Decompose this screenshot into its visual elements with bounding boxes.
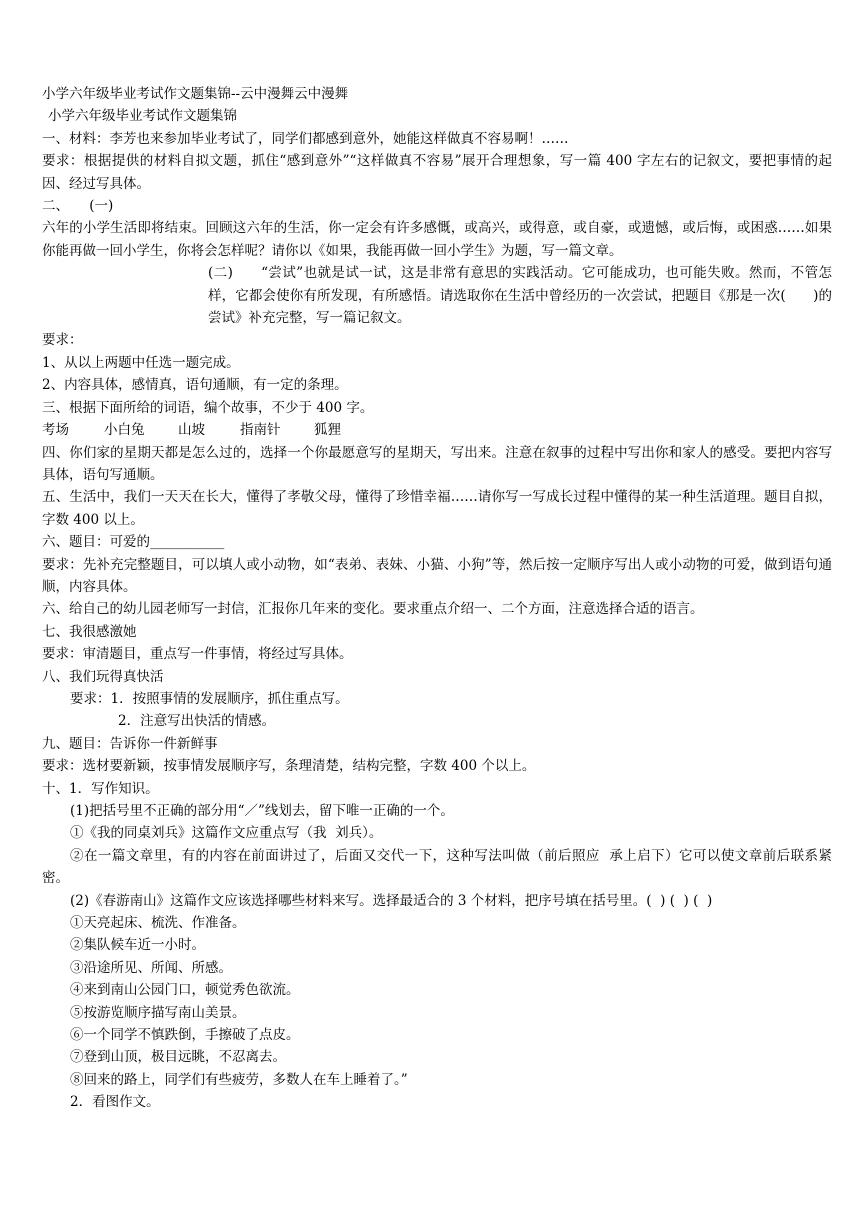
text-line: 四、你们家的星期天都是怎么过的，选择一个你最愿意写的星期天，写出来。注意在叙事的过程中写出你和家人的感受。要把内容写具体，语句写通顺。 bbox=[42, 444, 832, 483]
text-line: 九、题目：告诉你一件新鲜事 bbox=[42, 735, 218, 752]
text-line: ④来到南山公园门口，顿觉秀色欲流。 bbox=[70, 982, 300, 999]
text-line: 六、给自己的幼儿园老师写一封信，汇报你几年来的变化。要求重点介绍一、二个方面，注意选择合适的语言。 bbox=[42, 601, 704, 618]
document-subtitle: 小学六年级毕业考试作文题集锦 bbox=[48, 108, 237, 125]
text-line: ③沿途所见、所闻、所感。 bbox=[70, 959, 232, 976]
text-line: 要求：审清题目，重点写一件事情，将经过写具体。 bbox=[42, 646, 353, 663]
word-list bbox=[42, 419, 832, 441]
text-line: ⑦登到山顶，极目远眺，不忍离去。 bbox=[70, 1049, 286, 1066]
text-line: 要求：先补充完整题目，可以填人或小动物，如“表弟、表妹、小猫、小狗”等，然后按一定顺序写出人或小动物的可爱，做到语句通顺，内容具体。 bbox=[42, 556, 832, 595]
text-line: ①天亮起床、梳洗、作准备。 bbox=[70, 915, 246, 932]
text-line: 三、根据下面所给的词语，编个故事，不少于 400 字。 bbox=[42, 399, 374, 416]
text-line: 七、我很感激她 bbox=[42, 623, 137, 640]
text-line: 2、内容具体，感情真，语句通顺，有一定的条理。 bbox=[42, 377, 348, 394]
text-line: 1、从以上两题中任选一题完成。 bbox=[42, 354, 240, 371]
text-line: ②集队候车近一小时。 bbox=[70, 937, 205, 954]
text-line: 八、我们玩得真快活 bbox=[42, 668, 164, 685]
text-line: 2．看图作文。 bbox=[70, 1094, 160, 1111]
text-line: 十、1．写作知识。 bbox=[42, 780, 159, 797]
text-line: 一、材料：李芳也来参加毕业考试了，同学们都感到意外，她能这样做真不容易啊！…… bbox=[42, 130, 569, 147]
text-line: 要求：1．按照事情的发展顺序，抓住重点写。 bbox=[70, 690, 349, 707]
text-line: ①《我的同桌刘兵》这篇作文应重点写（我 刘兵）。 bbox=[70, 825, 383, 842]
text-line: 五、生活中，我们一天天在长大，懂得了孝敬父母，懂得了珍惜幸福……请你写一写成长过程中懂得的某一种生活道理。题目自拟，字数 400 以上。 bbox=[42, 489, 832, 528]
text-line: ⑧回来的路上，同学们有些疲劳，多数人在车上睡着了。” bbox=[70, 1071, 408, 1088]
document-title: 小学六年级毕业考试作文题集锦--云中漫舞云中漫舞 bbox=[42, 86, 349, 102]
text-line: 要求： bbox=[42, 332, 83, 349]
text-line: (2)《春游南山》这篇作文应该选择哪些材料来写。选择最适合的 3 个材料，把序号填在括号里。( ) ( ) ( ) bbox=[70, 892, 713, 909]
text-line: 六、题目：可爱的___________ bbox=[42, 534, 225, 551]
text-line: (1)把括号里不正确的部分用“／”线划去，留下唯一正确的一个。 bbox=[70, 803, 454, 819]
word-item: 狐狸 bbox=[314, 422, 341, 439]
word-item: 考场 bbox=[42, 422, 69, 439]
text-line: 2．注意写出快活的情感。 bbox=[118, 713, 276, 730]
text-line: 六年的小学生活即将结束。回顾这六年的生活，你一定会有许多感慨，或高兴，或得意，或自豪，或遗憾，或后悔，或困惑……如果你能再做一回小学生，你将会怎样呢？请你以《如果，我能再做一回小学生》为题，写一篇文章。 bbox=[42, 220, 832, 259]
text-line: 要求：选材要新颖，按事情发展顺序写，条理清楚，结构完整，字数 400 个以上。 bbox=[42, 758, 536, 775]
text-line: 要求：根据提供的材料自拟文题，抓住“感到意外”“这样做真不容易”展开合理想象，写一篇 400 字左右的记叙文，要把事情的起因、经过写具体。 bbox=[42, 153, 832, 192]
word-item: 小白兔 bbox=[104, 422, 145, 439]
document-page bbox=[42, 83, 832, 1114]
text-line: ⑤按游览顺序描写南山美景。 bbox=[70, 1004, 246, 1021]
word-item: 山坡 bbox=[178, 422, 205, 439]
text-line: ②在一篇文章里，有的内容在前面讲过了，后面又交代一下，这种写法叫做（前后照应 承上启下）它可以使文章前后联系紧密。 bbox=[42, 847, 832, 887]
word-item: 指南针 bbox=[240, 422, 281, 439]
text-line: (二) “尝试”也就是试一试，这是非常有意思的实践活动。它可能成功，也可能失败。然而，不管怎样，它都会使你有所发现，有所感悟。请选取你在生活中曾经历的一次尝试，把题目《那是一次( )的尝试》补充完整，写一篇记叙文。 bbox=[208, 265, 832, 327]
text-line: 二、 (一) bbox=[42, 198, 114, 215]
text-line: ⑥一个同学不慎跌倒，手擦破了点皮。 bbox=[70, 1027, 300, 1044]
